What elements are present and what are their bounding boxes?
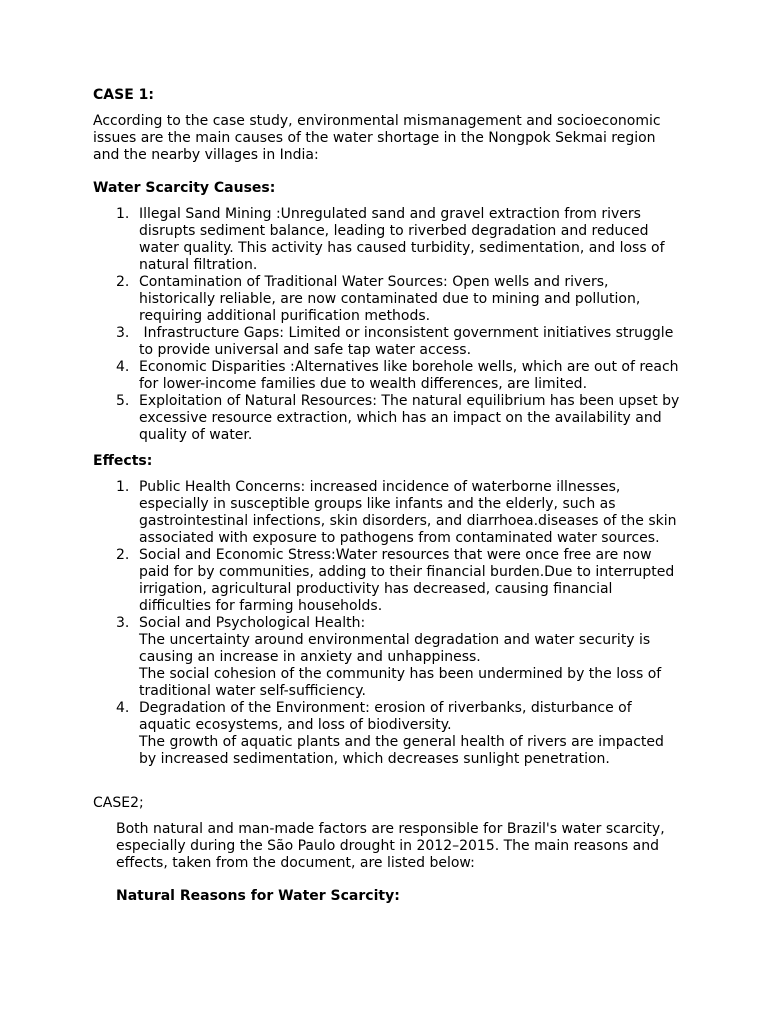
list-item-text: Economic Disparities :Alternatives like borehole wells, which are out of reach for lower-income families due to wealth differences, are limited. xyxy=(139,359,679,392)
case2-intro: Both natural and man-made factors are responsible for Brazil's water scarcity, especially during the São Paulo drought in 2012–2015. The main reasons and effects, taken from the document, are listed below: xyxy=(116,821,665,871)
list-item xyxy=(93,325,683,359)
list-number: 1. xyxy=(116,206,130,222)
list-item-text: Social and Economic Stress:Water resources that were once free are now paid for by communities, adding to their financial burden.Due to interrupted irrigation, agricultural productivity has decreased, causing financial difficulties for farming households. xyxy=(139,547,675,614)
list-item xyxy=(93,615,683,700)
list-number: 2. xyxy=(116,547,130,563)
list-item-subtext: The growth of aquatic plants and the general health of rivers are impacted by increased sedimentation, which decreases sunlight penetration. xyxy=(139,734,664,767)
list-number: 5. xyxy=(116,393,130,409)
case1-title: CASE 1: xyxy=(93,87,154,103)
natural-reasons-heading: Natural Reasons for Water Scarcity: xyxy=(116,888,400,904)
causes-heading: Water Scarcity Causes: xyxy=(93,180,276,196)
list-item-text: Contamination of Traditional Water Sources: Open wells and rivers, historically reliable, are now contaminated due to mining and pollution, requiring additional purification methods. xyxy=(139,274,641,324)
case2-title: CASE2; xyxy=(93,795,144,811)
effects-list xyxy=(93,479,683,768)
document-page xyxy=(93,87,683,905)
list-item-text: Degradation of the Environment: erosion of riverbanks, disturbance of aquatic ecosystems, and loss of biodiversity. xyxy=(139,700,632,733)
list-item-text: Illegal Sand Mining :Unregulated sand and gravel extraction from rivers disrupts sediment balance, leading to riverbed degradation and reduced water quality. This activity has caused turbidity, sedimentation, and loss of natural filtration. xyxy=(139,206,665,273)
list-item xyxy=(93,700,683,768)
list-item xyxy=(93,479,683,547)
list-item-text: Infrastructure Gaps: Limited or inconsistent government initiatives struggle to provide universal and safe tap water access. xyxy=(139,325,678,358)
list-item-text: Exploitation of Natural Resources: The natural equilibrium has been upset by excessive resource extraction, which has an impact on the availability and quality of water. xyxy=(139,393,680,443)
list-item xyxy=(93,547,683,615)
list-number: 3. xyxy=(116,325,130,341)
list-item-text: Public Health Concerns: increased incidence of waterborne illnesses, especially in susceptible groups like infants and the elderly, such as gastrointestinal infections, skin disorders, and diarrhoea.diseases of the skin associated with exposure to pathogens from contaminated water sources. xyxy=(139,479,677,546)
list-item xyxy=(93,274,683,325)
list-number: 4. xyxy=(116,359,130,375)
list-item xyxy=(93,359,683,393)
list-item-text: Social and Psychological Health: xyxy=(139,615,366,631)
list-item xyxy=(93,206,683,274)
list-item-subtext: The social cohesion of the community has been undermined by the loss of traditional water self-sufficiency. xyxy=(139,666,662,699)
list-number: 1. xyxy=(116,479,130,495)
list-number: 4. xyxy=(116,700,130,716)
causes-list xyxy=(93,206,683,444)
list-item xyxy=(93,393,683,444)
case1-intro: According to the case study, environmental mismanagement and socioeconomic issues are the main causes of the water shortage in the Nongpok Sekmai region and the nearby villages in India: xyxy=(93,113,661,163)
list-number: 3. xyxy=(116,615,130,631)
effects-heading: Effects: xyxy=(93,453,153,469)
list-item-subtext: The uncertainty around environmental degradation and water security is causing an increase in anxiety and unhappiness. xyxy=(139,632,651,665)
list-number: 2. xyxy=(116,274,130,290)
